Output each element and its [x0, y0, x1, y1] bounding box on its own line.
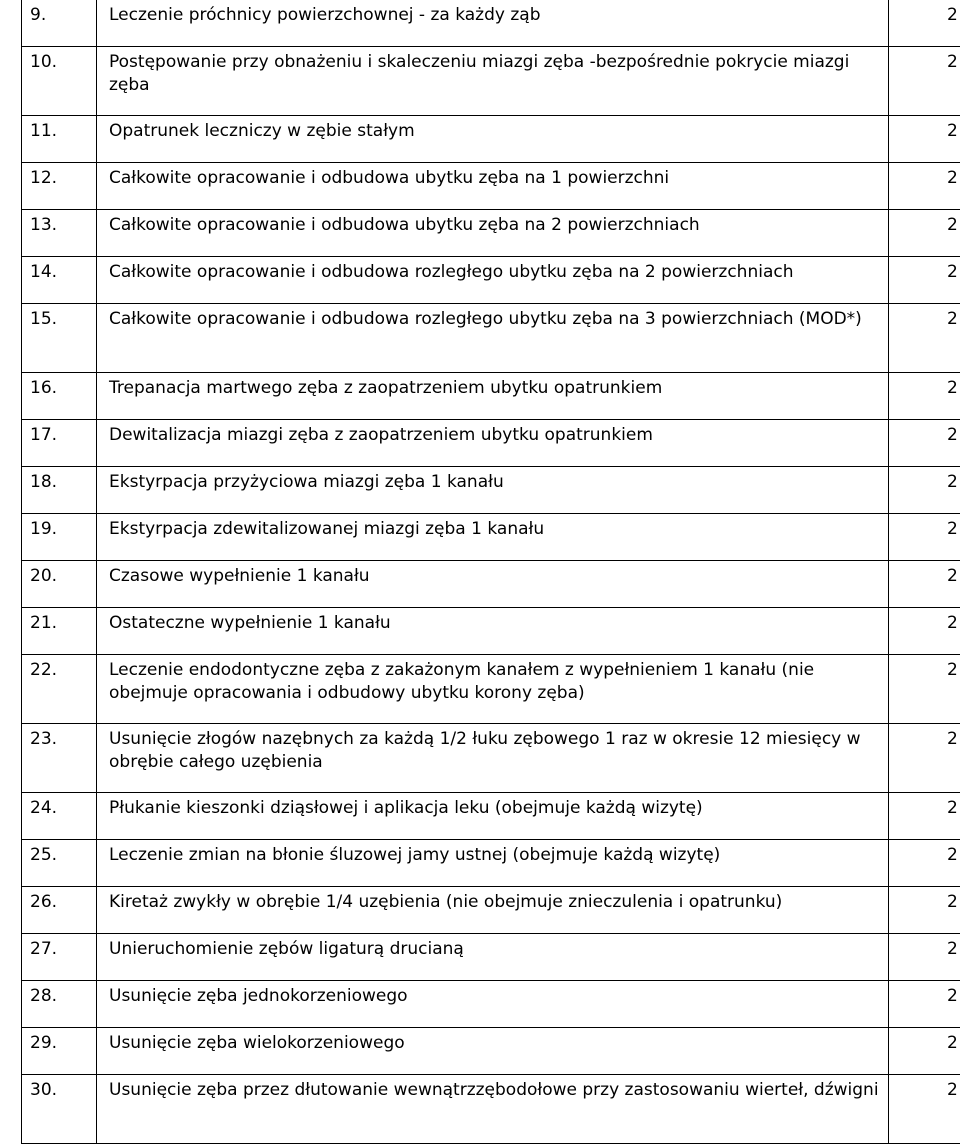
table-row [22, 724, 960, 793]
procedure-description: Opatrunek leczniczy w zębie stałym [97, 116, 889, 163]
procedure-table-body [22, 0, 960, 1144]
procedure-description: Całkowite opracowanie i odbudowa rozległego ubytku zęba na 3 powierzchniach (MOD*) [97, 304, 889, 373]
row-number: 15. [22, 304, 97, 373]
row-number: 21. [22, 608, 97, 655]
row-number: 29. [22, 1028, 97, 1075]
procedure-description: Leczenie endodontyczne zęba z zakażonym kanałem z wypełnieniem 1 kanału (nie obejmuje opracowania i odbudowy ubytku korony zęba) [97, 655, 889, 724]
procedure-value: 2 [889, 47, 960, 116]
procedure-description: Płukanie kieszonki dziąsłowej i aplikacja leku (obejmuje każdą wizytę) [97, 793, 889, 840]
table-row [22, 420, 960, 467]
procedure-description: Ekstyrpacja przyżyciowa miazgi zęba 1 kanału [97, 467, 889, 514]
procedure-description: Trepanacja martwego zęba z zaopatrzeniem ubytku opatrunkiem [97, 373, 889, 420]
table-row [22, 1028, 960, 1075]
row-number: 11. [22, 116, 97, 163]
procedure-description: Leczenie zmian na błonie śluzowej jamy ustnej (obejmuje każdą wizytę) [97, 840, 889, 887]
procedure-value: 2 [889, 210, 960, 257]
procedure-description: Unieruchomienie zębów ligaturą drucianą [97, 934, 889, 981]
table-row [22, 887, 960, 934]
procedure-description: Usunięcie zęba jednokorzeniowego [97, 981, 889, 1028]
procedure-description: Usunięcie zęba wielokorzeniowego [97, 1028, 889, 1075]
table-row [22, 47, 960, 116]
procedure-description: Całkowite opracowanie i odbudowa ubytku zęba na 1 powierzchni [97, 163, 889, 210]
procedure-value: 2 [889, 467, 960, 514]
procedure-value: 2 [889, 724, 960, 793]
row-number: 28. [22, 981, 97, 1028]
table-row [22, 0, 960, 47]
row-number: 24. [22, 793, 97, 840]
procedure-value: 2 [889, 561, 960, 608]
row-number: 16. [22, 373, 97, 420]
row-number: 22. [22, 655, 97, 724]
table-row [22, 467, 960, 514]
procedure-value: 2 [889, 1075, 960, 1144]
row-number: 12. [22, 163, 97, 210]
table-row [22, 840, 960, 887]
row-number: 9. [22, 0, 97, 47]
table-row [22, 116, 960, 163]
procedure-description: Dewitalizacja miazgi zęba z zaopatrzeniem ubytku opatrunkiem [97, 420, 889, 467]
procedure-value: 2 [889, 1028, 960, 1075]
row-number: 30. [22, 1075, 97, 1144]
procedure-description: Postępowanie przy obnażeniu i skaleczeniu miazgi zęba -bezpośrednie pokrycie miazgi zęba [97, 47, 889, 116]
procedure-value: 2 [889, 0, 960, 47]
row-number: 17. [22, 420, 97, 467]
procedure-value: 2 [889, 840, 960, 887]
row-number: 14. [22, 257, 97, 304]
procedure-table [21, 0, 960, 1144]
procedure-value: 2 [889, 793, 960, 840]
procedure-description: Całkowite opracowanie i odbudowa rozległego ubytku zęba na 2 powierzchniach [97, 257, 889, 304]
procedure-value: 2 [889, 887, 960, 934]
procedure-value: 2 [889, 981, 960, 1028]
procedure-description: Czasowe wypełnienie 1 kanału [97, 561, 889, 608]
procedure-description: Kiretaż zwykły w obrębie 1/4 uzębienia (nie obejmuje znieczulenia i opatrunku) [97, 887, 889, 934]
procedure-description: Ostateczne wypełnienie 1 kanału [97, 608, 889, 655]
row-number: 27. [22, 934, 97, 981]
table-row [22, 981, 960, 1028]
procedure-value: 2 [889, 304, 960, 373]
row-number: 13. [22, 210, 97, 257]
row-number: 23. [22, 724, 97, 793]
table-row [22, 608, 960, 655]
table-row [22, 163, 960, 210]
row-number: 10. [22, 47, 97, 116]
procedure-description: Całkowite opracowanie i odbudowa ubytku zęba na 2 powierzchniach [97, 210, 889, 257]
procedure-value: 2 [889, 116, 960, 163]
procedure-description: Usunięcie złogów nazębnych za każdą 1/2 łuku zębowego 1 raz w okresie 12 miesięcy w obrębie całego uzębienia [97, 724, 889, 793]
row-number: 26. [22, 887, 97, 934]
procedure-value: 2 [889, 608, 960, 655]
procedure-value: 2 [889, 420, 960, 467]
row-number: 18. [22, 467, 97, 514]
table-row [22, 934, 960, 981]
table-row [22, 373, 960, 420]
procedure-value: 2 [889, 257, 960, 304]
procedure-description: Leczenie próchnicy powierzchownej - za każdy ząb [97, 0, 889, 47]
row-number: 25. [22, 840, 97, 887]
row-number: 20. [22, 561, 97, 608]
table-row [22, 655, 960, 724]
table-row [22, 514, 960, 561]
procedure-description: Usunięcie zęba przez dłutowanie wewnątrzzębodołowe przy zastosowaniu wierteł, dźwigni [97, 1075, 889, 1144]
procedure-value: 2 [889, 655, 960, 724]
procedure-description: Ekstyrpacja zdewitalizowanej miazgi zęba 1 kanału [97, 514, 889, 561]
procedure-value: 2 [889, 373, 960, 420]
table-row [22, 304, 960, 373]
procedure-value: 2 [889, 514, 960, 561]
table-row [22, 257, 960, 304]
procedure-value: 2 [889, 163, 960, 210]
row-number: 19. [22, 514, 97, 561]
table-row [22, 793, 960, 840]
table-row [22, 1075, 960, 1144]
procedure-value: 2 [889, 934, 960, 981]
table-row [22, 561, 960, 608]
table-row [22, 210, 960, 257]
